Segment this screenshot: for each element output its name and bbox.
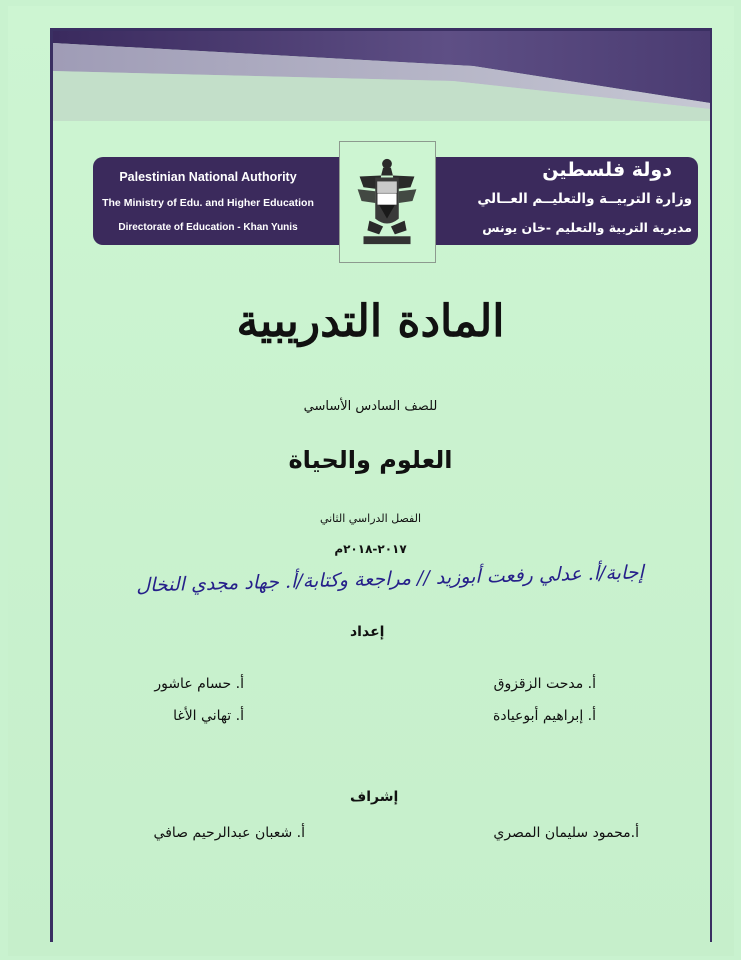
author-name: أ. تهاني الأغا bbox=[173, 708, 244, 724]
preparation-label: إعداد bbox=[350, 624, 385, 640]
document-title: المادة التدريبية bbox=[236, 296, 505, 347]
supervisor-name: أ. شعبان عبدالرحيم صافي bbox=[153, 825, 305, 841]
arabic-header bbox=[440, 157, 692, 245]
author-name: أ. حسام عاشور bbox=[154, 676, 244, 692]
handwritten-note: إجابة/أ. عدلي رفعت أبوزيد // مراجعة وكتابة/أ. جهاد مجدي النخال bbox=[135, 561, 645, 597]
state-name-ar: دولة فلسطين bbox=[542, 159, 672, 181]
emblem-box bbox=[339, 141, 436, 263]
directorate-name-en: Directorate of Education - Khan Yunis bbox=[118, 222, 298, 233]
subject-title: العلوم والحياة bbox=[288, 446, 453, 474]
author-name: أ. مدحت الزقزوق bbox=[493, 676, 596, 692]
author-name: أ. إبراهيم أبوعيادة bbox=[493, 708, 596, 724]
semester-label: الفصل الدراسي الثاني bbox=[319, 512, 422, 525]
ministry-name-en: The Ministry of Edu. and Higher Education bbox=[102, 197, 314, 209]
academic-year: ٢٠١٧-٢٠١٨م bbox=[334, 542, 407, 556]
authority-name-en: Palestinian National Authority bbox=[119, 170, 297, 184]
supervisor-name: أ.محمود سليمان المصري bbox=[493, 825, 639, 841]
supervision-label: إشراف bbox=[350, 789, 399, 805]
english-header bbox=[93, 157, 323, 245]
ministry-name-ar: وزارة التربيــة والتعليــم العــالي bbox=[477, 191, 692, 207]
grade-label: للصف السادس الأساسي bbox=[303, 399, 438, 414]
eagle-emblem-icon bbox=[340, 142, 435, 262]
directorate-name-ar: مديرية التربية والتعليم -خان يونس bbox=[482, 220, 692, 235]
